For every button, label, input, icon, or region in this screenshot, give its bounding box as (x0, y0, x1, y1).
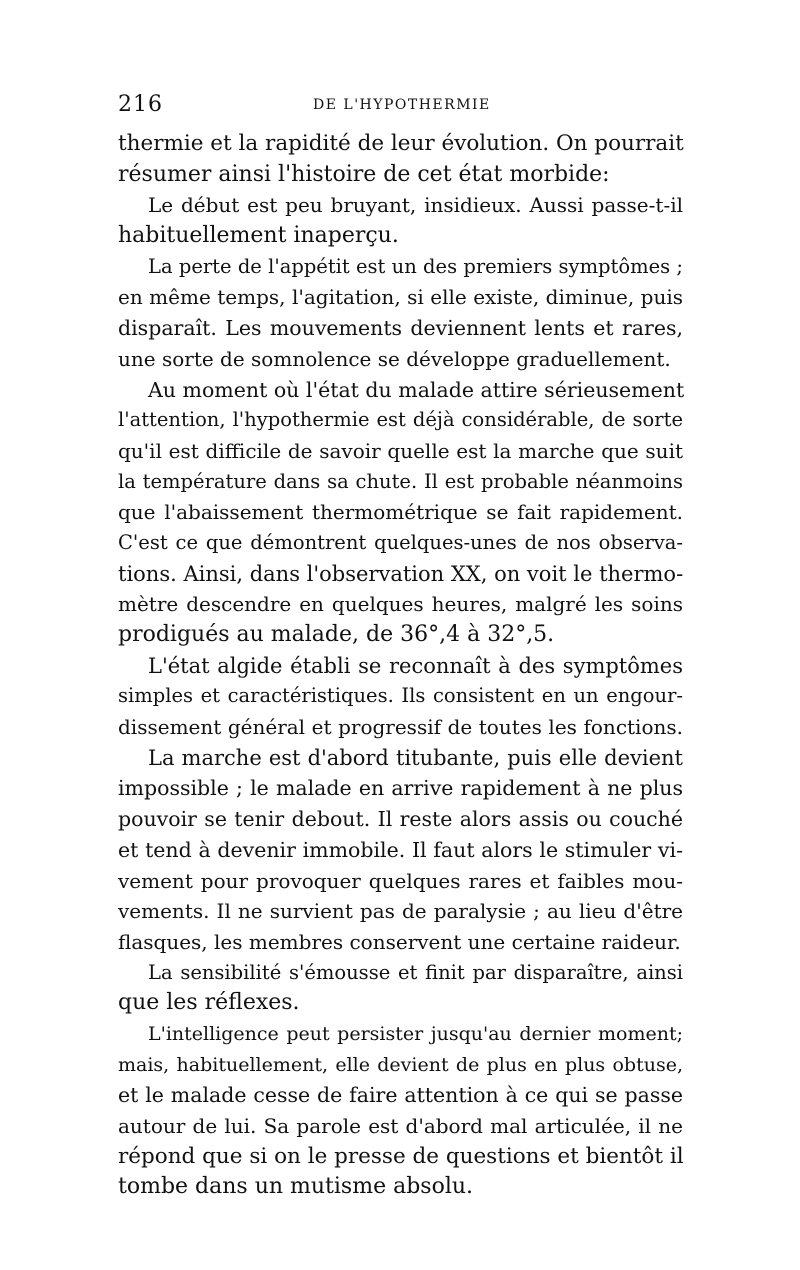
body-text (118, 129, 683, 1203)
page-number: 216 (118, 92, 163, 117)
text-line: La marche est d'abord titubante, puis elle devient (148, 745, 683, 770)
running-head (118, 92, 683, 122)
text-line: qu'il est difficile de savoir quelle est la marche que suit (118, 438, 683, 463)
text-line: flasques, les membres conservent une certaine raideur. (118, 929, 681, 954)
text-line: Le début est peu bruyant, insidieux. Aussi passe-t-il (148, 193, 683, 218)
text-line: prodigués au malade, de 36°,4 à 32°,5. (118, 622, 555, 647)
text-line: répond que si on le presse de questions et bientôt il (118, 1143, 684, 1169)
text-line: vements. Il ne survient pas de paralysie ; au lieu d'être (118, 899, 683, 924)
running-title: DE L'HYPOTHERMIE (313, 97, 491, 113)
text-line: mètre descendre en quelques heures, malgré les soins (118, 592, 683, 617)
text-line: L'intelligence peut persister jusqu'au dernier moment; (148, 1022, 683, 1045)
text-line: et tend à devenir immobile. Il faut alors le stimuler vi- (118, 837, 683, 862)
text-line: autour de lui. Sa parole est d'abord mal articulée, il ne (118, 1114, 683, 1138)
text-line: L'état algide établi se reconnaît à des symptômes (148, 653, 683, 678)
text-line: habituellement inaperçu. (118, 223, 399, 249)
text-line: que l'abaissement thermométrique se fait rapidement. (118, 500, 683, 525)
text-line: mais, habituellement, elle devient de plus en plus obtuse, (118, 1053, 683, 1076)
text-line: la température dans sa chute. Il est probable néanmoins (118, 469, 683, 493)
text-line: thermie et la rapidité de leur évolution. On pourrait (118, 131, 684, 156)
text-line: Au moment où l'état du malade attire sérieusement (148, 377, 685, 402)
text-line: vement pour provoquer quelques rares et faibles mou- (118, 868, 683, 893)
text-line: pouvoir se tenir debout. Il reste alors assis ou couché (118, 807, 683, 832)
text-line: résumer ainsi l'histoire de cet état morbide: (118, 161, 610, 187)
text-line: que les réflexes. (118, 990, 300, 1016)
text-line: disparaît. Les mouvements deviennent lents et rares, (118, 316, 683, 341)
text-line: La perte de l'appétit est un des premiers symptômes ; (148, 254, 683, 278)
text-line: en même temps, l'agitation, si elle existe, diminue, puis (118, 285, 683, 310)
text-line: impossible ; le malade en arrive rapidement à ne plus (118, 776, 683, 801)
text-line: C'est ce que démontrent quelques-unes de nos observa- (118, 530, 683, 554)
text-line: l'attention, l'hypothermie est déjà considérable, de sorte (118, 408, 683, 432)
text-line: simples et caractéristiques. Ils consistent en un engour- (118, 684, 683, 708)
text-line: tions. Ainsi, dans l'observation XX, on voit le thermo- (118, 561, 684, 586)
text-line: La sensibilité s'émousse et finit par disparaître, ainsi (148, 960, 683, 984)
text-line: dissement général et progressif de toutes les fonctions. (118, 715, 683, 740)
text-line: et le malade cesse de faire attention à ce qui se passe (118, 1083, 683, 1108)
text-line: tombe dans un mutisme absolu. (118, 1174, 474, 1200)
text-line: une sorte de somnolence se développe graduellement. (118, 346, 671, 371)
